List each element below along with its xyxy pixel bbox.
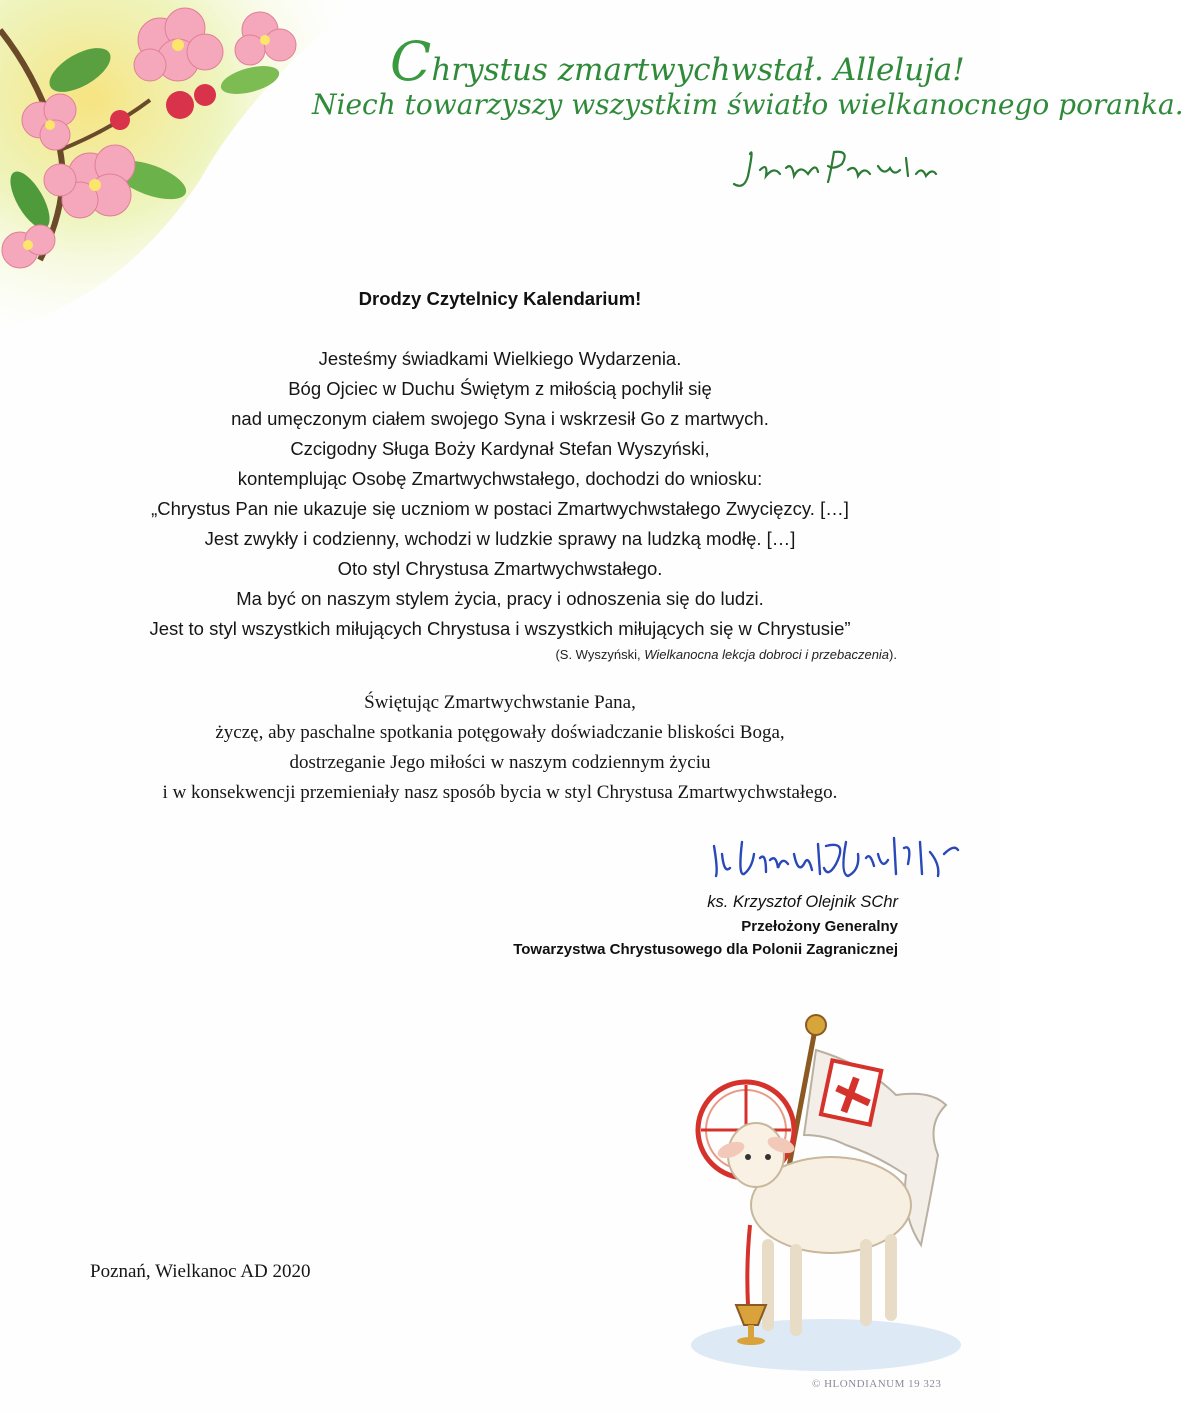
salutation: Drodzy Czytelnicy Kalendarium! [358, 288, 642, 309]
signer-name: ks. Krzysztof Olejnik SChr [707, 893, 898, 911]
paragraph-1-line: Jest zwykły i codzienny, wchodzi w ludzkie sprawy na ludzką modłę. […] [204, 528, 796, 549]
paragraph-1-line: Jest to styl wszystkich miłujących Chrystusa i wszystkich miłujących się w Chrystusie” [149, 618, 851, 639]
citation-prefix: (S. Wyszyński, [555, 647, 645, 662]
paragraph-1-line: nad umęczonym ciałem swojego Syna i wskrzesił Go z martwych. [231, 408, 769, 429]
greeting-initial: C [390, 30, 432, 93]
greeting-line-2: Niech towarzyszy wszystkim światło wielkanocnego poranka. [312, 88, 1184, 121]
greeting-line-1 [390, 30, 965, 93]
quote-citation [60, 644, 940, 666]
greeting-line-1-text: hrystus zmartwychwstał. Alleluja! [431, 52, 965, 88]
handwritten-signature [708, 824, 963, 888]
signer-organization: Towarzystwa Chrystusowego dla Polonii Zagranicznej [513, 941, 898, 958]
letter-paragraph-1 [60, 344, 940, 666]
paragraph-1-line: Jesteśmy świadkami Wielkiego Wydarzenia. [318, 348, 682, 369]
paragraph-1-line: Czcigodny Sługa Boży Kardynał Stefan Wyszyński, [290, 438, 710, 459]
paragraph-1-line: „Chrystus Pan nie ukazuje się uczniom w postaci Zmartwychwstałego Zwycięzcy. […] [151, 498, 849, 519]
letter-paragraph-2 [40, 688, 960, 808]
copyright-note: © HLONDIANUM 19 323 [812, 1378, 942, 1390]
place-date: Poznań, Wielkanoc AD 2020 [90, 1261, 311, 1282]
citation-title: Wielkanocna lekcja dobroci i przebaczenia [644, 647, 890, 662]
paragraph-2-line: i w konsekwencji przemieniały nasz sposób bycia w styl Chrystusa Zmartwychwstałego. [162, 782, 838, 803]
citation-suffix: ). [889, 647, 897, 662]
paragraph-1-line: Bóg Ojciec w Duchu Świętym z miłością pochylił się [288, 378, 712, 399]
paragraph-2-line: życzę, aby paschalne spotkania potęgowały doświadczanie bliskości Boga, [215, 722, 785, 743]
paschal-lamb-illustration [676, 1005, 966, 1375]
pope-signature [730, 136, 940, 196]
paragraph-2-line: Świętując Zmartwychwstanie Pana, [364, 692, 636, 713]
paragraph-1-line: Oto styl Chrystusa Zmartwychwstałego. [337, 558, 663, 579]
paragraph-1-line: Ma być on naszym stylem życia, pracy i odnoszenia się do ludzi. [236, 588, 764, 609]
signer-role: Przełożony Generalny [741, 918, 898, 935]
paragraph-2-line: dostrzeganie Jego miłości w naszym codziennym życiu [289, 752, 711, 773]
paragraph-1-line: kontemplując Osobę Zmartwychwstałego, dochodzi do wniosku: [237, 468, 763, 489]
